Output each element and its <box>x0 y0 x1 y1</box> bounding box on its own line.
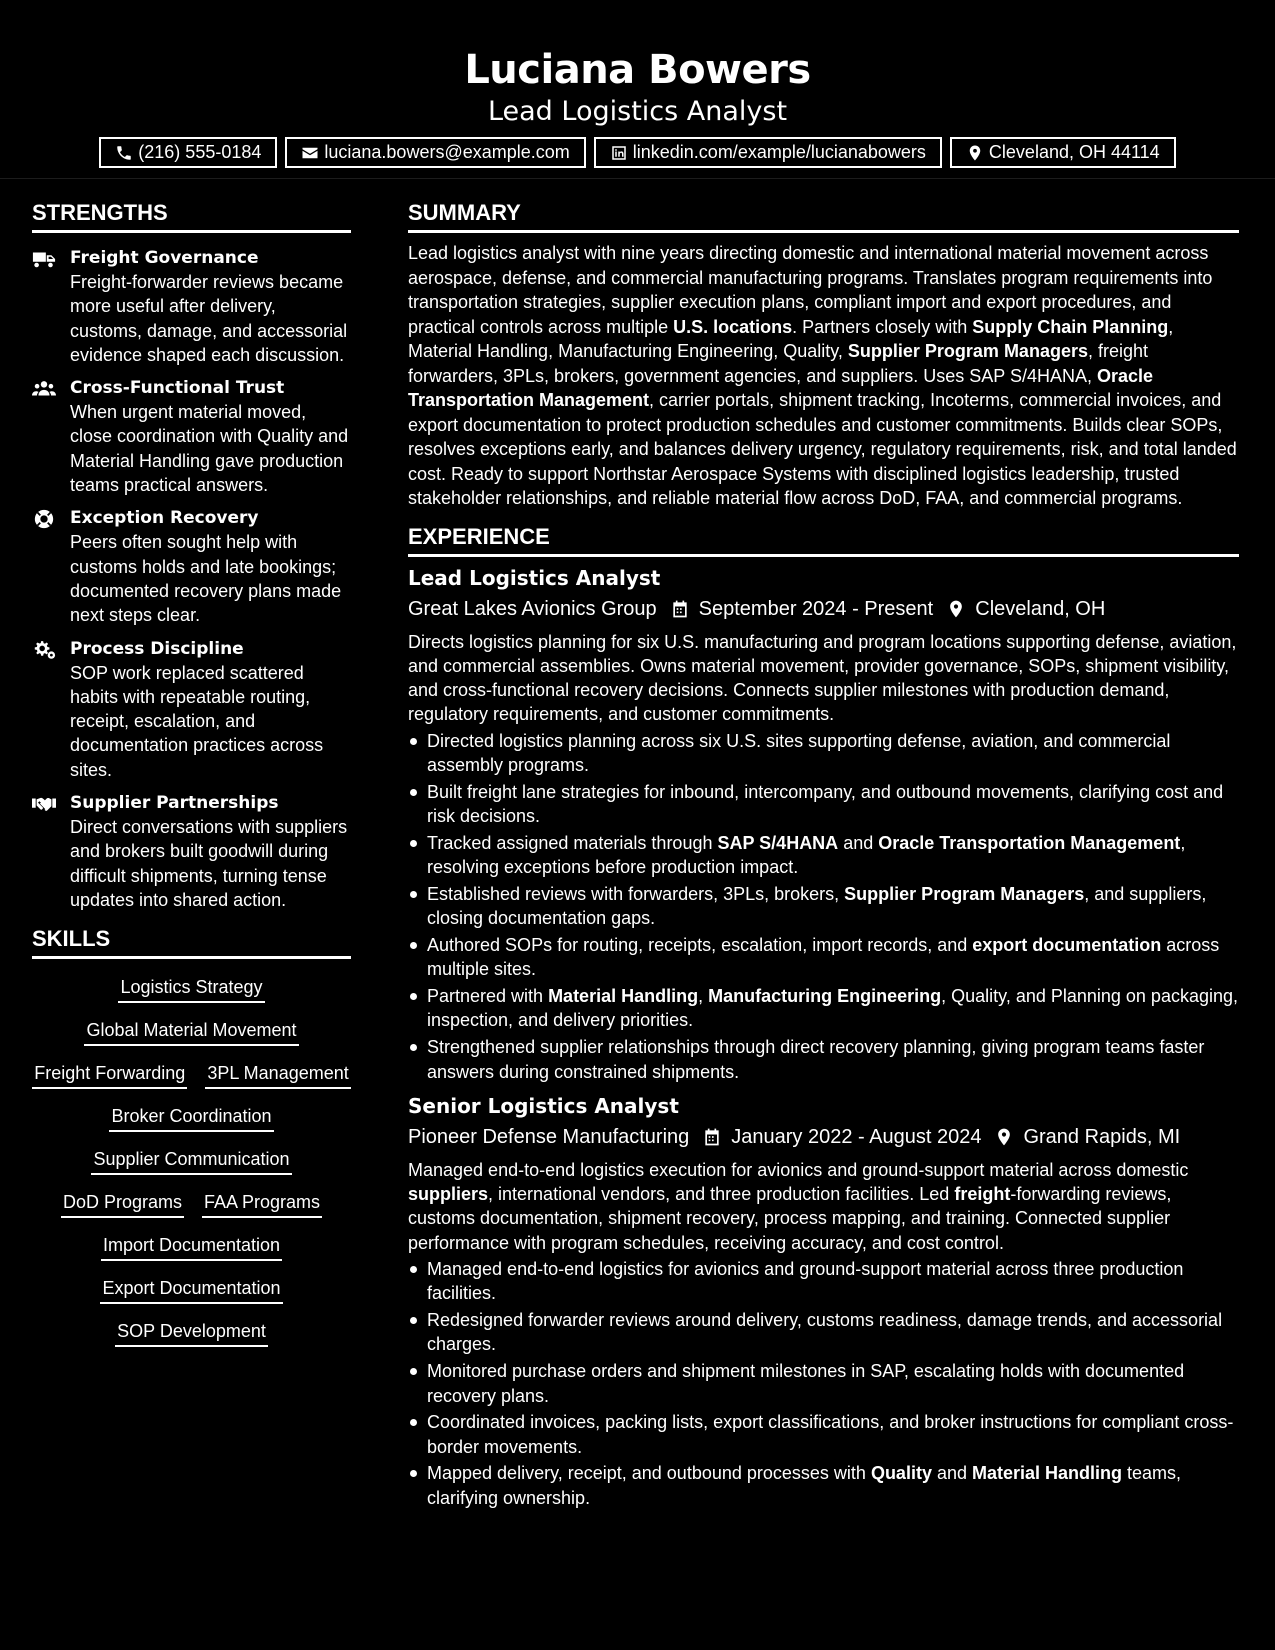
phone-icon <box>115 144 133 162</box>
text-run: Directs logistics planning for six U.S. manufacturing and program locations supporting defense, aviation, and commercial assemblies. Owns material movement, provider governance, SOPs, shipment visibility, and cross-functional recovery decisions. Connects supplier milestones with production demand, regulatory requirements, and customer commitments. <box>408 631 1237 725</box>
bullet-item <box>408 729 1239 778</box>
text-run: teams, clarifying ownership. <box>427 1463 1182 1508</box>
job-location: Grand Rapids, MI <box>1023 1125 1181 1148</box>
handshake-icon <box>32 793 56 815</box>
job-bullets <box>408 1257 1239 1510</box>
job-entry <box>408 1091 1239 1510</box>
gears-icon <box>32 639 56 661</box>
experience-section <box>408 522 1239 1511</box>
bullet-item <box>408 882 1239 931</box>
strength-item <box>32 791 351 912</box>
emphasis-text: export documentation <box>972 935 1162 956</box>
text-run: Tracked assigned materials through <box>427 832 718 853</box>
summary-section <box>408 198 1239 511</box>
text-run: . Partners closely with <box>792 316 973 337</box>
text-run: , and suppliers, closing documentation gaps. <box>427 883 1207 929</box>
job-description <box>408 1158 1239 1255</box>
contact-phone-text: (216) 555-0184 <box>138 142 262 162</box>
strength-item <box>32 506 351 627</box>
contact-email[interactable] <box>285 137 585 168</box>
text-run: Directed logistics planning across six U.S. sites supporting defense, aviation, and commercial assembly programs. <box>427 730 1171 775</box>
location-pin-icon <box>994 1127 1014 1147</box>
emphasis-text: Supplier Program Managers <box>847 341 1088 361</box>
text-run: , <box>698 986 709 1007</box>
text-run: , Material Handling, Manufacturing Engineering, Quality, <box>408 316 1174 361</box>
text-run: -forwarding reviews, customs documentation, shipment recovery, process mapping, and training. Connected supplier performance with program schedules, receiving accuracy, and cost control. <box>408 1184 1172 1253</box>
text-run: Established reviews with forwarders, 3PLs, brokers, <box>427 883 845 904</box>
text-run: and <box>838 832 879 853</box>
emphasis-text: Material Handling <box>972 1463 1123 1484</box>
job-dates: September 2024 - Present <box>698 597 934 620</box>
location-pin-icon <box>966 144 984 162</box>
bullet-item <box>408 1308 1239 1357</box>
bullet-item <box>408 933 1239 982</box>
strength-item <box>32 246 351 367</box>
emphasis-text: Quality <box>870 1463 932 1484</box>
job-company: Great Lakes Avionics Group <box>408 597 657 620</box>
candidate-name: Luciana Bowers <box>464 47 811 93</box>
strength-title: Cross-Functional Trust <box>70 378 285 399</box>
text-run: and <box>931 1463 972 1484</box>
strength-description: Freight-forwarder reviews became more useful after delivery, customs, damage, and accessorial evidence shaped each discussion. <box>70 272 348 365</box>
skill-tag: FAA Programs <box>202 1188 322 1218</box>
calendar-icon <box>670 599 690 619</box>
text-run: , Quality, and Planning on packaging, inspection, and delivery priorities. <box>427 986 1238 1031</box>
skill-tag: Global Material Movement <box>84 1016 298 1046</box>
text-run: Partnered with <box>427 986 549 1007</box>
job-company: Pioneer Defense Manufacturing <box>408 1125 690 1148</box>
strengths-heading: STRENGTHS <box>32 198 351 233</box>
emphasis-text: Supplier Program Managers <box>844 883 1085 904</box>
emphasis-text: Manufacturing Engineering <box>708 986 942 1007</box>
text-run: , international vendors, and three production facilities. Led <box>488 1184 955 1205</box>
bullet-item <box>408 1035 1239 1084</box>
skill-tag: Broker Coordination <box>109 1102 273 1132</box>
contact-phone[interactable] <box>99 137 277 168</box>
skill-tag: Freight Forwarding <box>32 1059 187 1089</box>
text-run: Redesigned forwarder reviews around delivery, customs readiness, damage trends, and accessorial charges. <box>427 1310 1223 1355</box>
emphasis-text: Supply Chain Planning <box>972 316 1169 337</box>
bullet-item <box>408 1410 1239 1459</box>
skills-section <box>32 924 351 1347</box>
skills-heading: SKILLS <box>32 924 351 959</box>
summary-heading: SUMMARY <box>408 198 1239 233</box>
job-meta <box>408 593 1239 625</box>
text-run: Managed end-to-end logistics execution for avionics and ground-support material across domestic <box>408 1159 1189 1180</box>
job-meta <box>408 1121 1239 1153</box>
skill-tag: Supplier Communication <box>91 1145 291 1175</box>
strength-description: Direct conversations with suppliers and brokers built goodwill during difficult shipments, turning tense updates into shared action. <box>70 817 348 910</box>
emphasis-text: suppliers <box>408 1184 489 1205</box>
location-pin-icon <box>946 599 966 619</box>
contact-email-text: luciana.bowers@example.com <box>324 142 570 162</box>
strengths-section <box>32 198 351 912</box>
job-description <box>408 630 1239 727</box>
contact-location <box>950 137 1176 168</box>
text-run: , carrier portals, shipment tracking, Incoterms, commercial invoices, and export documentation to protect production schedules and customer commitments. Builds clear SOPs, resolves exceptions early, and balances delivery urgency, regulatory requirements, risk, and total landed cost. Ready to support Northstar Aerospace Systems with disciplined logistics leadership, trusted stakeholder relationships, and reliable material flow across DoD, FAA, and commercial programs. <box>408 390 1237 508</box>
emphasis-text: SAP S/4HANA <box>717 832 839 853</box>
job-entry <box>408 563 1239 1084</box>
strength-description: When urgent material moved, close coordination with Quality and Material Handling gave production teams practical answers. <box>70 402 349 496</box>
bullet-item <box>408 1257 1239 1306</box>
emphasis-text: Material Handling <box>548 986 699 1007</box>
strength-item <box>32 637 351 782</box>
bullet-item <box>408 780 1239 829</box>
text-run: Lead logistics analyst with nine years directing domestic and international material movement across aerospace, defense, and commercial manufacturing programs. Translates program requirements into transportation strategies, supplier execution plans, compliant import and export procedures, and practical controls across multiple <box>408 243 1213 337</box>
skill-tag: Logistics Strategy <box>118 973 264 1003</box>
users-icon <box>32 378 56 400</box>
strength-description: Peers often sought help with customs holds and late bookings; documented recovery plans made next steps clear. <box>70 532 342 626</box>
truck-icon <box>32 248 56 270</box>
resume-header <box>0 0 1275 179</box>
emphasis-text: U.S. locations <box>673 316 793 337</box>
contact-bar <box>0 137 1275 168</box>
life-ring-icon <box>32 508 56 530</box>
text-run: Mapped delivery, receipt, and outbound processes with <box>427 1463 871 1484</box>
emphasis-text: freight <box>954 1184 1011 1205</box>
skill-tag: 3PL Management <box>205 1059 350 1089</box>
bullet-item <box>408 831 1239 880</box>
emphasis-text: Oracle Transportation Management <box>878 832 1181 853</box>
email-icon <box>301 144 319 162</box>
strength-title: Freight Governance <box>70 248 259 268</box>
bullet-item <box>408 984 1239 1033</box>
summary-text <box>408 241 1239 511</box>
right-column <box>408 198 1239 1513</box>
strength-title: Exception Recovery <box>70 508 259 529</box>
emphasis-text: Oracle Transportation Management <box>408 365 1154 410</box>
text-run: , freight forwarders, 3PLs, brokers, government agencies, and suppliers. Uses SAP S/4HANA, <box>408 341 1149 386</box>
text-run: Managed end-to-end logistics for avionics and ground-support material across three production facilities. <box>427 1259 1184 1304</box>
calendar-icon <box>702 1127 722 1147</box>
text-run: Strengthened supplier relationships through direct recovery planning, giving program teams faster answers during constrained shipments. <box>427 1037 1205 1082</box>
skills-list <box>32 973 351 1347</box>
strength-title: Process Discipline <box>70 638 244 659</box>
strength-title: Supplier Partnerships <box>70 793 279 814</box>
job-bullets <box>408 729 1239 1084</box>
skill-tag: DoD Programs <box>61 1188 184 1218</box>
job-location: Cleveland, OH <box>975 597 1106 620</box>
job-title: Senior Logistics Analyst <box>408 1093 679 1118</box>
skill-tag: Import Documentation <box>101 1231 282 1261</box>
linkedin-icon <box>610 144 628 162</box>
contact-location-text: Cleveland, OH 44114 <box>988 142 1160 162</box>
job-dates: January 2022 - August 2024 <box>731 1125 982 1148</box>
text-run: across multiple sites. <box>427 935 1220 980</box>
left-column <box>32 198 351 1347</box>
bullet-item <box>408 1461 1239 1510</box>
text-run: Coordinated invoices, packing lists, export classifications, and broker instructions for compliant cross-border movements. <box>427 1412 1234 1457</box>
bullet-item <box>408 1359 1239 1408</box>
text-run: Authored SOPs for routing, receipts, escalation, import records, and <box>427 935 973 956</box>
strength-description: SOP work replaced scattered habits with repeatable routing, receipt, escalation, and documentation practices across sites. <box>70 662 324 780</box>
strength-item <box>32 376 351 497</box>
contact-linkedin-text: linkedin.com/example/lucianabowers <box>632 142 926 162</box>
text-run: , resolving exceptions before production impact. <box>427 832 1186 878</box>
job-title: Lead Logistics Analyst <box>408 565 661 590</box>
text-run: Built freight lane strategies for inbound, intercompany, and outbound movements, clarifying cost and risk decisions. <box>427 781 1224 827</box>
contact-linkedin[interactable] <box>594 137 942 168</box>
text-run: Monitored purchase orders and shipment milestones in SAP, escalating holds with documented recovery plans. <box>427 1361 1185 1406</box>
skill-tag: Export Documentation <box>100 1274 282 1304</box>
candidate-title: Lead Logistics Analyst <box>487 96 788 127</box>
experience-heading: EXPERIENCE <box>408 522 1239 557</box>
skill-tag: SOP Development <box>115 1317 268 1347</box>
